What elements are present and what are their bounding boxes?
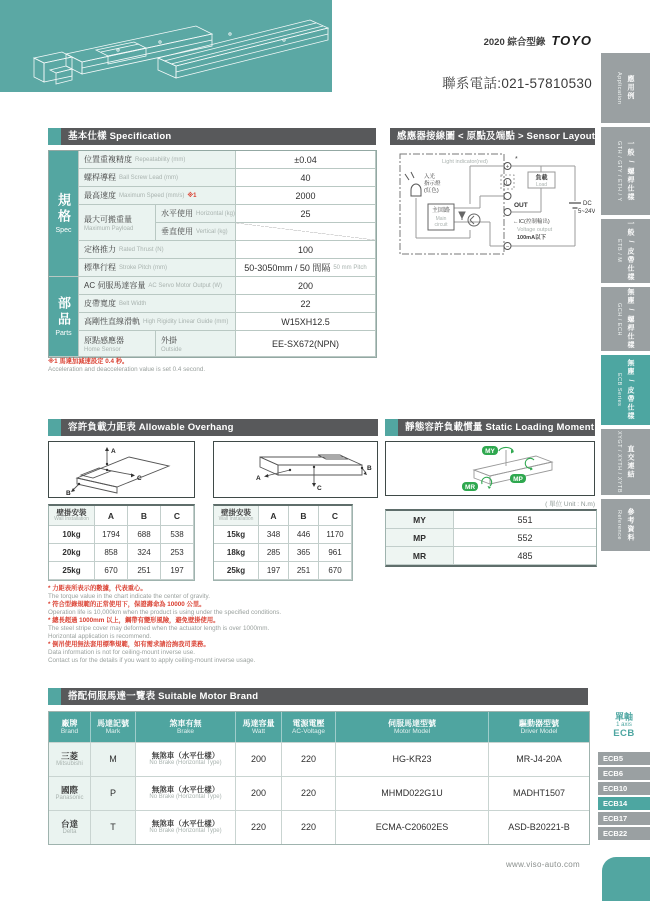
- mark-cell: T: [91, 810, 136, 844]
- tab-en-label: Reference: [616, 510, 622, 540]
- load-zh: 負載: [535, 175, 548, 182]
- overhang-note-zh: * 總長超過 1000mm 以上，鋼帶有變形風險，避免壁掛使用。: [48, 617, 220, 624]
- col-b-header: B: [128, 506, 161, 526]
- watt-cell: 200: [236, 776, 282, 810]
- light-indicator-zh1: 入光: [424, 174, 436, 180]
- section-header-motor-brand: [48, 688, 588, 705]
- overhang-diagram-2: [213, 441, 378, 498]
- watt-cell: 200: [236, 742, 282, 776]
- transistor-icon: [459, 212, 480, 226]
- axis-a-label: A: [111, 448, 116, 455]
- voltage-cell: 220: [282, 810, 336, 844]
- mp-label: MP: [513, 476, 523, 483]
- section-title: 感應器接線圖 < 原點及端點 > Sensor Layout: [390, 128, 595, 145]
- overhang-note-en: Contact us for the details if you want to apply ceiling-mount inverse usage.: [48, 657, 256, 664]
- spec-value-max-speed: 2000: [236, 187, 376, 205]
- sidebar-tab-reference[interactable]: [601, 499, 650, 551]
- table-cell: 324: [128, 544, 161, 562]
- single-axis-zh: 單軸: [614, 712, 633, 722]
- brand-logo: TOYO: [551, 33, 592, 48]
- col-a-header: A: [95, 506, 128, 526]
- overhang-note-en: Operation life is 10,000km when the product is using under the specified conditions.: [48, 609, 282, 616]
- spec-value-repeatability: ±0.04: [236, 151, 376, 169]
- brand-cell-mitsubishi: 三菱 Mitsubishi: [49, 742, 91, 776]
- section-title: 容許負載力距表 Allowable Overhang: [61, 419, 378, 436]
- spec-label-home-sensor: 原點感應器 Home Sensor: [79, 331, 156, 357]
- motor-brand-table: [48, 711, 590, 845]
- motor-model-cell: MHMD022G1U: [336, 776, 489, 810]
- table-cell: 446: [289, 526, 319, 544]
- dc-voltage-label: 5~24V: [578, 209, 595, 215]
- overhang-note-zh: * 倒吊使用無法套用標準規範，如有需求請洽詢我司業務。: [48, 641, 210, 648]
- overhang-note-en: The torque value in the chart indicate the center of gravity.: [48, 593, 210, 600]
- dc-label: DC: [583, 201, 592, 207]
- spec-label-linear-guide: 高剛性直線滑軌 High Rigidity Linear Guide (mm): [79, 313, 236, 331]
- out-label: OUT: [514, 202, 528, 209]
- sensor-wiring-diagram: [390, 146, 595, 268]
- spec-value-linear-guide: W15XH12.5: [236, 313, 376, 331]
- voltage-output-label: Voltage output: [517, 227, 553, 233]
- motor-header-brake: 煞車有無 Brake: [136, 712, 236, 742]
- overhang-diagram-1: [48, 441, 195, 498]
- overhang-note-en: The steel stripe cover may deformed when the actuator length is over 1000mm.: [48, 625, 270, 632]
- brand-cell-panasonic: 國際 Panasonic: [49, 776, 91, 810]
- motor-model-cell: HG-KR23: [336, 742, 489, 776]
- section-accent-square: [48, 688, 61, 705]
- voltage-cell: 220: [282, 776, 336, 810]
- section-title: 基本仕樣 Specification: [61, 128, 376, 145]
- axis-b-label: B: [66, 490, 71, 496]
- actuator-isometric-drawing: [0, 0, 332, 92]
- section-title: 搭配伺服馬達一覽表 Suitable Motor Brand: [61, 688, 588, 705]
- ic-output-label: ←IC(控制輸出): [513, 219, 550, 225]
- spec-label-rated-thrust: 定格推力 Rated Thrust (N): [79, 241, 236, 259]
- spec-label-max-speed: 最高速度 Maximum Speed (mm/s) ※1: [79, 187, 236, 205]
- spec-label-ball-screw-lead: 螺桿導程 Ball Screw Lead (mm): [79, 169, 236, 187]
- ecb-tab-ecb22[interactable]: ECB22: [598, 827, 650, 840]
- spec-label-max-payload: 最大可搬重量 Maximum Payload: [79, 205, 156, 241]
- table-cell: 670: [95, 562, 128, 580]
- overhang-note-en: Horizontal application is recommend.: [48, 633, 152, 640]
- table-cell: 858: [95, 544, 128, 562]
- spec-group-spec: [49, 151, 79, 277]
- axis-c-label: C: [317, 485, 322, 492]
- section-header-specification: [48, 128, 376, 145]
- spec-label-repeatability: 位置重複精度 Repeatability (mm): [79, 151, 236, 169]
- static-moment-diagram: [385, 441, 595, 496]
- col-b-header: B: [289, 506, 319, 526]
- asterisk-mark: *: [515, 156, 518, 163]
- light-indicator-zh3: (紅色): [424, 188, 439, 194]
- table-cell: 1170: [319, 526, 352, 544]
- motor-header-motor-model: 伺服馬達型號 Motor Model: [336, 712, 489, 742]
- tab-en-label: Application: [616, 71, 622, 105]
- unit-note: ( 單位 Unit : N.m): [545, 501, 595, 508]
- table-cell: 251: [128, 562, 161, 580]
- main-circuit-en2: circuit: [434, 222, 448, 228]
- ecb-tab-ecb10[interactable]: ECB10: [598, 782, 650, 795]
- ecb-tab-ecb17[interactable]: ECB17: [598, 812, 650, 825]
- motor-header-brand: 廠牌 Brand: [49, 712, 91, 742]
- sensor-circuit-svg: [390, 146, 595, 268]
- moment-my-label: MY: [386, 511, 454, 529]
- wall-installation-header: 壁掛安裝 Wall Installation: [214, 506, 259, 526]
- motor-header-driver-model: 驅動器型號 Driver Model: [489, 712, 589, 742]
- group-en: Parts: [55, 330, 72, 337]
- edition-text: 2020 綜合型錄: [483, 37, 546, 48]
- tab-en-label: XYGT / XYTH / XYTB: [616, 430, 622, 494]
- single-axis-en: 1 axis: [616, 722, 632, 729]
- load-en: Load: [535, 182, 548, 188]
- motor-model-cell: ECMA-C20602ES: [336, 810, 489, 844]
- motor-header-voltage: 電源電壓 AC-Voltage: [282, 712, 336, 742]
- motor-header-mark: 馬達記號 Mark: [91, 712, 136, 742]
- plus-terminal: +: [505, 164, 510, 171]
- section-header-static-moment: [385, 419, 595, 436]
- ecb-tab-ecb14-active[interactable]: ECB14: [598, 797, 650, 810]
- spec-label-belt-width: 皮帶寬度 Belt Width: [79, 295, 236, 313]
- minus-terminal: −: [505, 244, 510, 251]
- spec-value-servo-output: 200: [236, 277, 376, 295]
- overhang-note-zh: * 力距表所表示的數據，代表重心。: [48, 585, 147, 592]
- main-circuit-zh: 主回路: [431, 208, 451, 214]
- table-cell: 15kg: [214, 526, 259, 544]
- l-terminal: L: [505, 180, 510, 187]
- table-cell: 365: [289, 544, 319, 562]
- table-cell: 18kg: [214, 544, 259, 562]
- voltage-cell: 220: [282, 742, 336, 776]
- light-indicator-en: Light indicator(red): [442, 159, 488, 165]
- driver-model-cell: MR-J4-20A: [489, 742, 589, 776]
- group-zh: 規格: [56, 193, 71, 225]
- website-url: www.viso-auto.com: [505, 860, 580, 869]
- moment-mr-value: 485: [454, 547, 596, 565]
- col-c-header: C: [161, 506, 194, 526]
- ecb-series-group-label: [598, 712, 650, 740]
- table-cell: 348: [259, 526, 289, 544]
- table-cell: 1794: [95, 526, 128, 544]
- tab-en-label: GTH / GTY / ETH / Y: [616, 140, 622, 202]
- moment-mp-value: 552: [454, 529, 596, 547]
- axis-a-label: A: [256, 475, 261, 482]
- catalog-edition: [330, 33, 592, 48]
- tab-zh-label: 無塵 / 螺桿仕樣: [627, 288, 634, 350]
- axis-c-label: C: [137, 475, 142, 482]
- overhang-note-en: Data information is not for ceiling-mount inverse use.: [48, 649, 195, 656]
- spec-footnote-zh: ※1 馬達加減速設定 0.4 秒。: [48, 358, 129, 365]
- spec-value-rated-thrust: 100: [236, 241, 376, 259]
- tab-zh-label: 一般 / 螺桿仕樣: [627, 140, 634, 202]
- footnote-mark: ※1: [187, 193, 197, 199]
- ecb-tab-ecb5[interactable]: ECB5: [598, 752, 650, 765]
- sidebar-tab-ecb-series-active[interactable]: [601, 355, 650, 425]
- overhang-note-zh: * 符合型錄規範的正常使用下，保證壽命為 10000 公里。: [48, 601, 206, 608]
- table-cell: 10kg: [49, 526, 95, 544]
- table-cell: 961: [319, 544, 352, 562]
- table-cell: 670: [319, 562, 352, 580]
- sidebar-tab-xy-series[interactable]: [601, 429, 650, 495]
- tab-zh-label: 參考資料: [627, 508, 634, 542]
- brake-cell: 無煞車（水平仕樣） No Brake (Horizontal Type): [136, 742, 236, 776]
- section-accent-square: [385, 419, 398, 436]
- tab-zh-label: 應用例: [627, 75, 634, 101]
- spec-value-belt-width: 22: [236, 295, 376, 313]
- overhang-diagram-2-svg: [214, 442, 376, 496]
- table-cell: 251: [289, 562, 319, 580]
- sidebar-tab-application[interactable]: [601, 53, 650, 123]
- spec-label-servo-output: AC 伺服馬達容量 AC Servo Motor Output (W): [79, 277, 236, 295]
- brake-cell: 無煞車（水平仕樣） No Brake (Horizontal Type): [136, 776, 236, 810]
- brake-cell: 無煞車（水平仕樣） No Brake (Horizontal Type): [136, 810, 236, 844]
- spec-label-horizontal-use: 水平使用 Horizontal (kg): [156, 205, 236, 223]
- contact-phone: 聯系電話:021-57810530: [442, 76, 592, 91]
- table-cell: 197: [259, 562, 289, 580]
- spec-table: [48, 150, 377, 358]
- product-line-drawing: [0, 0, 332, 92]
- tab-en-label: GCH / ECH: [616, 302, 622, 336]
- sidebar-tab-gch-ech[interactable]: [601, 287, 650, 351]
- current-limit-label: 100mA以下: [517, 235, 547, 241]
- table-cell: 20kg: [49, 544, 95, 562]
- axis-b-label: B: [367, 465, 372, 472]
- table-cell: 688: [128, 526, 161, 544]
- light-indicator-zh2: 指示燈: [424, 181, 441, 187]
- section-header-overhang: [48, 419, 378, 436]
- tab-zh-label: 直交連結: [627, 445, 634, 479]
- col-a-header: A: [259, 506, 289, 526]
- light-indicator-icon: [405, 172, 421, 196]
- watt-cell: 220: [236, 810, 282, 844]
- overhang-diagram-1-svg: [49, 442, 193, 496]
- group-en: Spec: [55, 227, 72, 234]
- section-accent-square: [48, 128, 61, 145]
- group-zh: 部品: [56, 296, 71, 328]
- moment-mp-label: MP: [386, 529, 454, 547]
- spec-value-vertical-na: [236, 223, 376, 241]
- battery-icon: [569, 203, 581, 208]
- spec-label-stroke: 標準行程 Stroke Pitch (mm): [79, 259, 236, 277]
- sidebar-tab-gth-gty-eth-y[interactable]: [601, 127, 650, 215]
- section-accent-square: [48, 419, 61, 436]
- ecb-tab-ecb6[interactable]: ECB6: [598, 767, 650, 780]
- spec-value-stroke: 50-3050mm / 50 間隔 50 mm Pitch: [236, 259, 376, 277]
- spec-group-parts: [49, 277, 79, 357]
- mark-cell: P: [91, 776, 136, 810]
- driver-model-cell: ASD-B20221-B: [489, 810, 589, 844]
- table-cell: 197: [161, 562, 194, 580]
- moment-mr-label: MR: [386, 547, 454, 565]
- spec-value-horizontal-payload: 25: [236, 205, 376, 223]
- moment-my-value: 551: [454, 511, 596, 529]
- table-cell: 25kg: [214, 562, 259, 580]
- brand-cell-delta: 台達 Delta: [49, 810, 91, 844]
- section-header-sensor-layout: [390, 128, 595, 145]
- table-cell: 25kg: [49, 562, 95, 580]
- page-corner-block: [602, 857, 650, 901]
- tab-en-label: ECB Series: [616, 373, 622, 407]
- tab-zh-label: 一般 / 皮帶仕樣: [627, 220, 634, 282]
- my-label: MY: [485, 448, 495, 455]
- motor-header-watt: 馬達容量 Watt: [236, 712, 282, 742]
- spec-label-vertical-use: 垂直使用 Vertical (kg): [156, 223, 236, 241]
- table-cell: 538: [161, 526, 194, 544]
- tab-zh-label: 無塵 / 皮帶仕樣: [627, 359, 634, 421]
- mr-label: MR: [464, 484, 476, 491]
- spec-footnote-en: Acceleration and deacceleration value is set 0.4 second.: [48, 366, 206, 373]
- col-c-header: C: [319, 506, 352, 526]
- mark-cell: M: [91, 742, 136, 776]
- overhang-table-1: [48, 504, 195, 581]
- overhang-table-2: [213, 504, 353, 581]
- wall-installation-header: 壁掛安裝 Wall Installation: [49, 506, 95, 526]
- table-cell: 285: [259, 544, 289, 562]
- spec-value-home-sensor: EE-SX672(NPN): [236, 331, 376, 357]
- spec-value-ball-screw-lead: 40: [236, 169, 376, 187]
- main-circuit-en1: Main: [435, 216, 447, 222]
- table-cell: 253: [161, 544, 194, 562]
- sidebar-tab-etb-m[interactable]: [601, 219, 650, 283]
- section-title: 靜態容許負載慣量 Static Loading Moment: [398, 419, 595, 436]
- tab-en-label: ETB / M: [616, 239, 622, 263]
- driver-model-cell: MADHT1507: [489, 776, 589, 810]
- static-moment-table: [385, 509, 597, 567]
- ecb-code: ECB: [613, 728, 635, 740]
- spec-label-outside: 外掛 Outside: [156, 331, 236, 357]
- static-moment-svg: [386, 442, 593, 494]
